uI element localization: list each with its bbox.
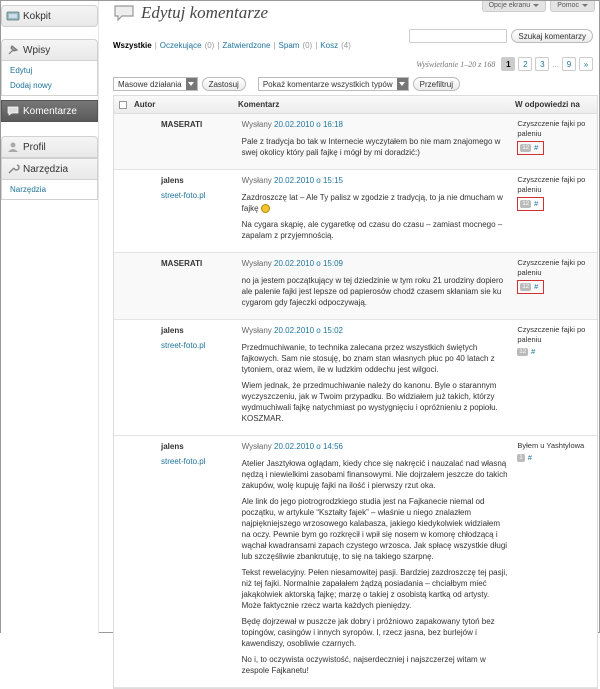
- menu-comments[interactable]: [1, 100, 98, 122]
- comment-text: Będę dojrzewał w puszcze jak dobry i próżniowo zapakowany tytoń bez topingów, casingów i innych syropów. I, rzecz jasna, bez burlejów i kawendiszy, osobliwie czarnych.: [241, 617, 495, 648]
- comment-count-bubble[interactable]: 12: [519, 349, 527, 355]
- column-comment: Komentarz: [238, 100, 280, 109]
- author-name: jalens: [161, 442, 184, 451]
- menu-profile[interactable]: [1, 136, 98, 158]
- post-hash-link[interactable]: #: [534, 199, 539, 208]
- author-url-link[interactable]: street-foto.pl: [161, 457, 206, 466]
- user-icon: [6, 141, 20, 153]
- comment-text: No i, to oczywista oczywistość, najserdeczniej i najszczerzej witam w zespole Fajkanetu!: [241, 655, 486, 675]
- author-name: jalens: [161, 176, 184, 185]
- chevron-down-icon: [186, 78, 197, 90]
- post-hash-link[interactable]: #: [534, 143, 539, 152]
- menu-tools-submenu: [1, 180, 98, 200]
- in-reply-to: [513, 114, 597, 169]
- menu-dashboard-label: Kokpit: [23, 10, 51, 22]
- chevron-down-icon: [582, 4, 588, 7]
- in-reply-to: [513, 320, 597, 435]
- dashboard-icon: [6, 10, 20, 22]
- filter-button[interactable]: Przefiltruj: [413, 77, 460, 91]
- pagination: [416, 57, 593, 71]
- table-row: [114, 114, 597, 170]
- author-url-link[interactable]: street-foto.pl: [161, 341, 206, 350]
- wrench-icon: [6, 163, 20, 175]
- comment-text: [242, 192, 510, 214]
- comment-meta: [242, 175, 510, 186]
- comment-body: [238, 253, 514, 319]
- comment-meta: [242, 325, 510, 336]
- meta-prefix: Wysłany: [241, 120, 272, 129]
- pushpin-icon: [6, 44, 20, 56]
- post-hash-link[interactable]: #: [534, 282, 539, 291]
- submenu-item-edit[interactable]: Edytuj: [10, 66, 33, 75]
- separator: |: [273, 41, 276, 50]
- author-name: jalens: [161, 326, 184, 335]
- comment-status-filters: [113, 41, 351, 50]
- filter-spam[interactable]: Spam: [278, 41, 300, 50]
- comment-date-link[interactable]: 20.02.2010 o 16:18: [274, 120, 343, 129]
- comment-count-bubble[interactable]: 12: [522, 284, 530, 290]
- submenu-item-add-new[interactable]: Dodaj nowy: [10, 81, 52, 90]
- reply-post-title[interactable]: Czyszczenie fajki po paleniu: [517, 175, 586, 194]
- meta-prefix: Wysłany: [241, 326, 272, 335]
- comment-paragraph: Zazdroszczę lat – Ale Ty palisz w zgodzie z tradycją, to ja nie dmucham w fajkę: [241, 193, 503, 213]
- comment-count-bubble[interactable]: 1: [519, 455, 523, 461]
- in-reply-to: [513, 436, 597, 687]
- bulk-actions: [113, 77, 460, 91]
- page-link[interactable]: 9: [562, 57, 576, 71]
- select-all-checkbox[interactable]: [119, 101, 127, 109]
- filter-trash-count: (4): [341, 41, 351, 50]
- filter-spam-count: (0): [302, 41, 313, 50]
- comment-author: [114, 320, 238, 435]
- screen-meta-links: [482, 1, 595, 12]
- submenu-item-tools[interactable]: Narzędzia: [10, 185, 47, 194]
- comment-bubble-icon: [6, 105, 20, 117]
- comment-text: no ja jestem początkujący w tej dziedzinie w tym roku 21 urodziny dopiero ale palenie fajki jest lepsze od papierosów chodź czasem skłaniam sie ku cygarom gdy fajeczki odpoczywają.: [241, 276, 504, 307]
- reply-post-title[interactable]: Czyszczenie fajki po paleniu: [517, 258, 586, 277]
- comment-count-box: [517, 453, 532, 463]
- separator: |: [315, 41, 318, 50]
- in-reply-to: [513, 253, 597, 319]
- filter-pending-count: (0): [204, 41, 215, 50]
- menu-posts[interactable]: [1, 39, 98, 61]
- page-link[interactable]: 2: [518, 57, 532, 71]
- page-ellipsis: ...: [552, 59, 559, 69]
- reply-post-title[interactable]: Byłem u Yashtylowa: [517, 441, 585, 450]
- smiley-icon: [261, 204, 270, 213]
- bulk-action-value: Masowe działania: [118, 79, 182, 89]
- meta-prefix: Wysłany: [241, 176, 272, 185]
- comment-date-link[interactable]: 20.02.2010 o 15:09: [274, 259, 343, 268]
- comment-author: [114, 170, 238, 252]
- chevron-down-icon: [397, 78, 408, 90]
- separator: |: [217, 41, 220, 50]
- comment-text: Wiem jednak, że przedmuchiwanie należy do kanonu. Byle o starannym wyczyszczeniu, jak w Twoim przypadku. Bo widziałem już takich, którzy wydmuchiwali fajkę natychmiast po wystygnięciu i opróżnieniu z popiołu. KOSZMAR.: [241, 381, 498, 423]
- comment-author: [114, 253, 238, 319]
- comment-type-select[interactable]: [258, 77, 409, 91]
- menu-posts-submenu: [1, 61, 98, 96]
- comment-date-link[interactable]: 20.02.2010 o 14:56: [274, 442, 343, 451]
- admin-sidebar: [1, 1, 99, 634]
- menu-tools[interactable]: [1, 158, 98, 180]
- page-header: [113, 3, 268, 23]
- comment-count-bubble[interactable]: 12: [522, 201, 530, 207]
- post-hash-link[interactable]: #: [527, 453, 532, 462]
- page-link[interactable]: 3: [535, 57, 549, 71]
- reply-post-title[interactable]: Czyszczenie fajki po paleniu: [517, 119, 586, 138]
- chevron-down-icon: [533, 4, 539, 7]
- filter-all[interactable]: Wszystkie: [113, 41, 152, 50]
- search-comments-button[interactable]: Szukaj komentarzy: [511, 29, 593, 43]
- author-name: MASERATI: [161, 259, 203, 268]
- comment-text: Tekst rewelacyjny. Pełen niesamowitej pasji. Bardziej zazdroszczę tej pasji, niż tej fajki. Normalnie zapałałem żądzą posiadania – chciałbym mieć jakąkolwiek aktorską fajkę; marzę o takiej z osobistą kartką od artysty. Może faktycznie rzecz warta każdych pieniędzy.: [241, 568, 508, 610]
- help-label: Pomoc: [557, 2, 579, 9]
- post-hash-link[interactable]: #: [531, 347, 536, 356]
- search-input[interactable]: [409, 29, 507, 43]
- menu-comments-label: Komentarze: [23, 105, 77, 117]
- comment-body: [238, 436, 514, 687]
- bulk-action-select[interactable]: [113, 77, 198, 91]
- table-row: [114, 436, 597, 688]
- screen-options-label: Opcje ekranu: [488, 2, 531, 9]
- menu-posts-label: Wpisy: [23, 44, 51, 56]
- apply-button[interactable]: Zastosuj: [202, 77, 246, 91]
- comment-count-bubble[interactable]: 12: [522, 145, 530, 151]
- comment-body: [238, 114, 514, 169]
- menu-profile-label: Profil: [23, 141, 46, 153]
- filter-pending[interactable]: Oczekujące: [159, 41, 202, 50]
- screen-options-button[interactable]: [482, 1, 547, 12]
- comment-count-box: [517, 141, 544, 155]
- table-row: [114, 253, 597, 320]
- comment-text: Na cygara skąpię, ale cygaretkę od czasu do czasu – zamiast mocnego – zapalam z przyjemnością.: [241, 220, 503, 240]
- pagination-info: Wyświetlanie 1–20 z 168: [416, 59, 496, 69]
- separator: |: [154, 41, 157, 50]
- in-reply-to: [513, 170, 597, 252]
- comment-author: [114, 114, 238, 169]
- comment-text: Przedmuchiwanie, to technika zalecana przez wszystkich świętych fajkowych. Sam nie stosuję, bo znam stan własnych płuc po 40 latach z tytoniem, oraz wiem, ile w ludzkim oddechu jest wilgoci.: [241, 343, 495, 374]
- comment-date-link[interactable]: 20.02.2010 o 15:15: [274, 176, 343, 185]
- comment-date-link[interactable]: 20.02.2010 o 15:02: [274, 326, 343, 335]
- comment-count-box: [517, 197, 544, 211]
- help-button[interactable]: [550, 1, 595, 12]
- comment-text: Atelier Jasztyłowa oglądam, kiedy chce się nakręcić i nauzalać nad własną nędzą i niewielkimi zasobami finansowymi. Nie dojrzałem jeszcze do takich zakupów, wolę kupuję fajki na ilość i pierwszy rzut oka.: [241, 459, 508, 490]
- comment-author: [114, 436, 238, 687]
- comment-meta: [242, 119, 510, 130]
- menu-tools-label: Narzędzia: [23, 163, 69, 175]
- comment-type-value: Pokaż komentarze wszystkich typów: [262, 79, 393, 89]
- comment-count-box: [517, 347, 535, 357]
- table-row: [114, 170, 597, 253]
- comments-table: [113, 95, 598, 689]
- comment-count-box: [517, 280, 544, 294]
- page-current: 1: [501, 57, 515, 71]
- next-page-link[interactable]: »: [579, 57, 593, 71]
- reply-post-title[interactable]: Czyszczenie fajki po paleniu: [517, 325, 586, 344]
- page-title: Edytuj komentarze: [141, 3, 268, 22]
- column-in-reply-to: W odpowiedzi na: [515, 100, 580, 109]
- comment-meta: [242, 258, 510, 269]
- column-author: Autor: [134, 100, 156, 109]
- comment-meta: [242, 441, 510, 452]
- comment-body: [238, 170, 514, 252]
- comment-text: Pale z tradycja bo tak w Internecie wyczytałem bo nie mam znajomego w swej okolicy który pali fajkę i mógł by mi doradzić:): [241, 137, 501, 157]
- comment-search: [409, 29, 593, 43]
- menu-dashboard[interactable]: [1, 5, 98, 27]
- comment-body: [238, 320, 514, 435]
- filter-trash[interactable]: Kosz: [320, 41, 339, 50]
- meta-prefix: Wysłany: [241, 259, 272, 268]
- table-header: [114, 96, 597, 114]
- author-name: MASERATI: [161, 120, 203, 129]
- meta-prefix: Wysłany: [241, 442, 272, 451]
- table-row: [114, 320, 597, 436]
- comment-text: Ale link do jego piotrogrodzkiego studia jest na Fajkanecie niemal od początku, w artykule “Kształty fajek” – właśnie u niego znalazłem najpiękniejszego wrzosowego kalabasza, jakiego kiedykolwiek widziałem na oczy. Pewnie bym go rozkręcił i wpił się nosem w komorę chłodzącą i wąchał kwadransami zapach czystego wrzosca. Jak spłacę wszystkie długi lub szczęśliwie zbankrutuję, to się na takiego szarpnę.: [241, 497, 508, 561]
- author-url-link[interactable]: street-foto.pl: [161, 191, 206, 200]
- filter-approved[interactable]: Zatwierdzone: [222, 41, 271, 50]
- comments-header-icon: [113, 4, 135, 22]
